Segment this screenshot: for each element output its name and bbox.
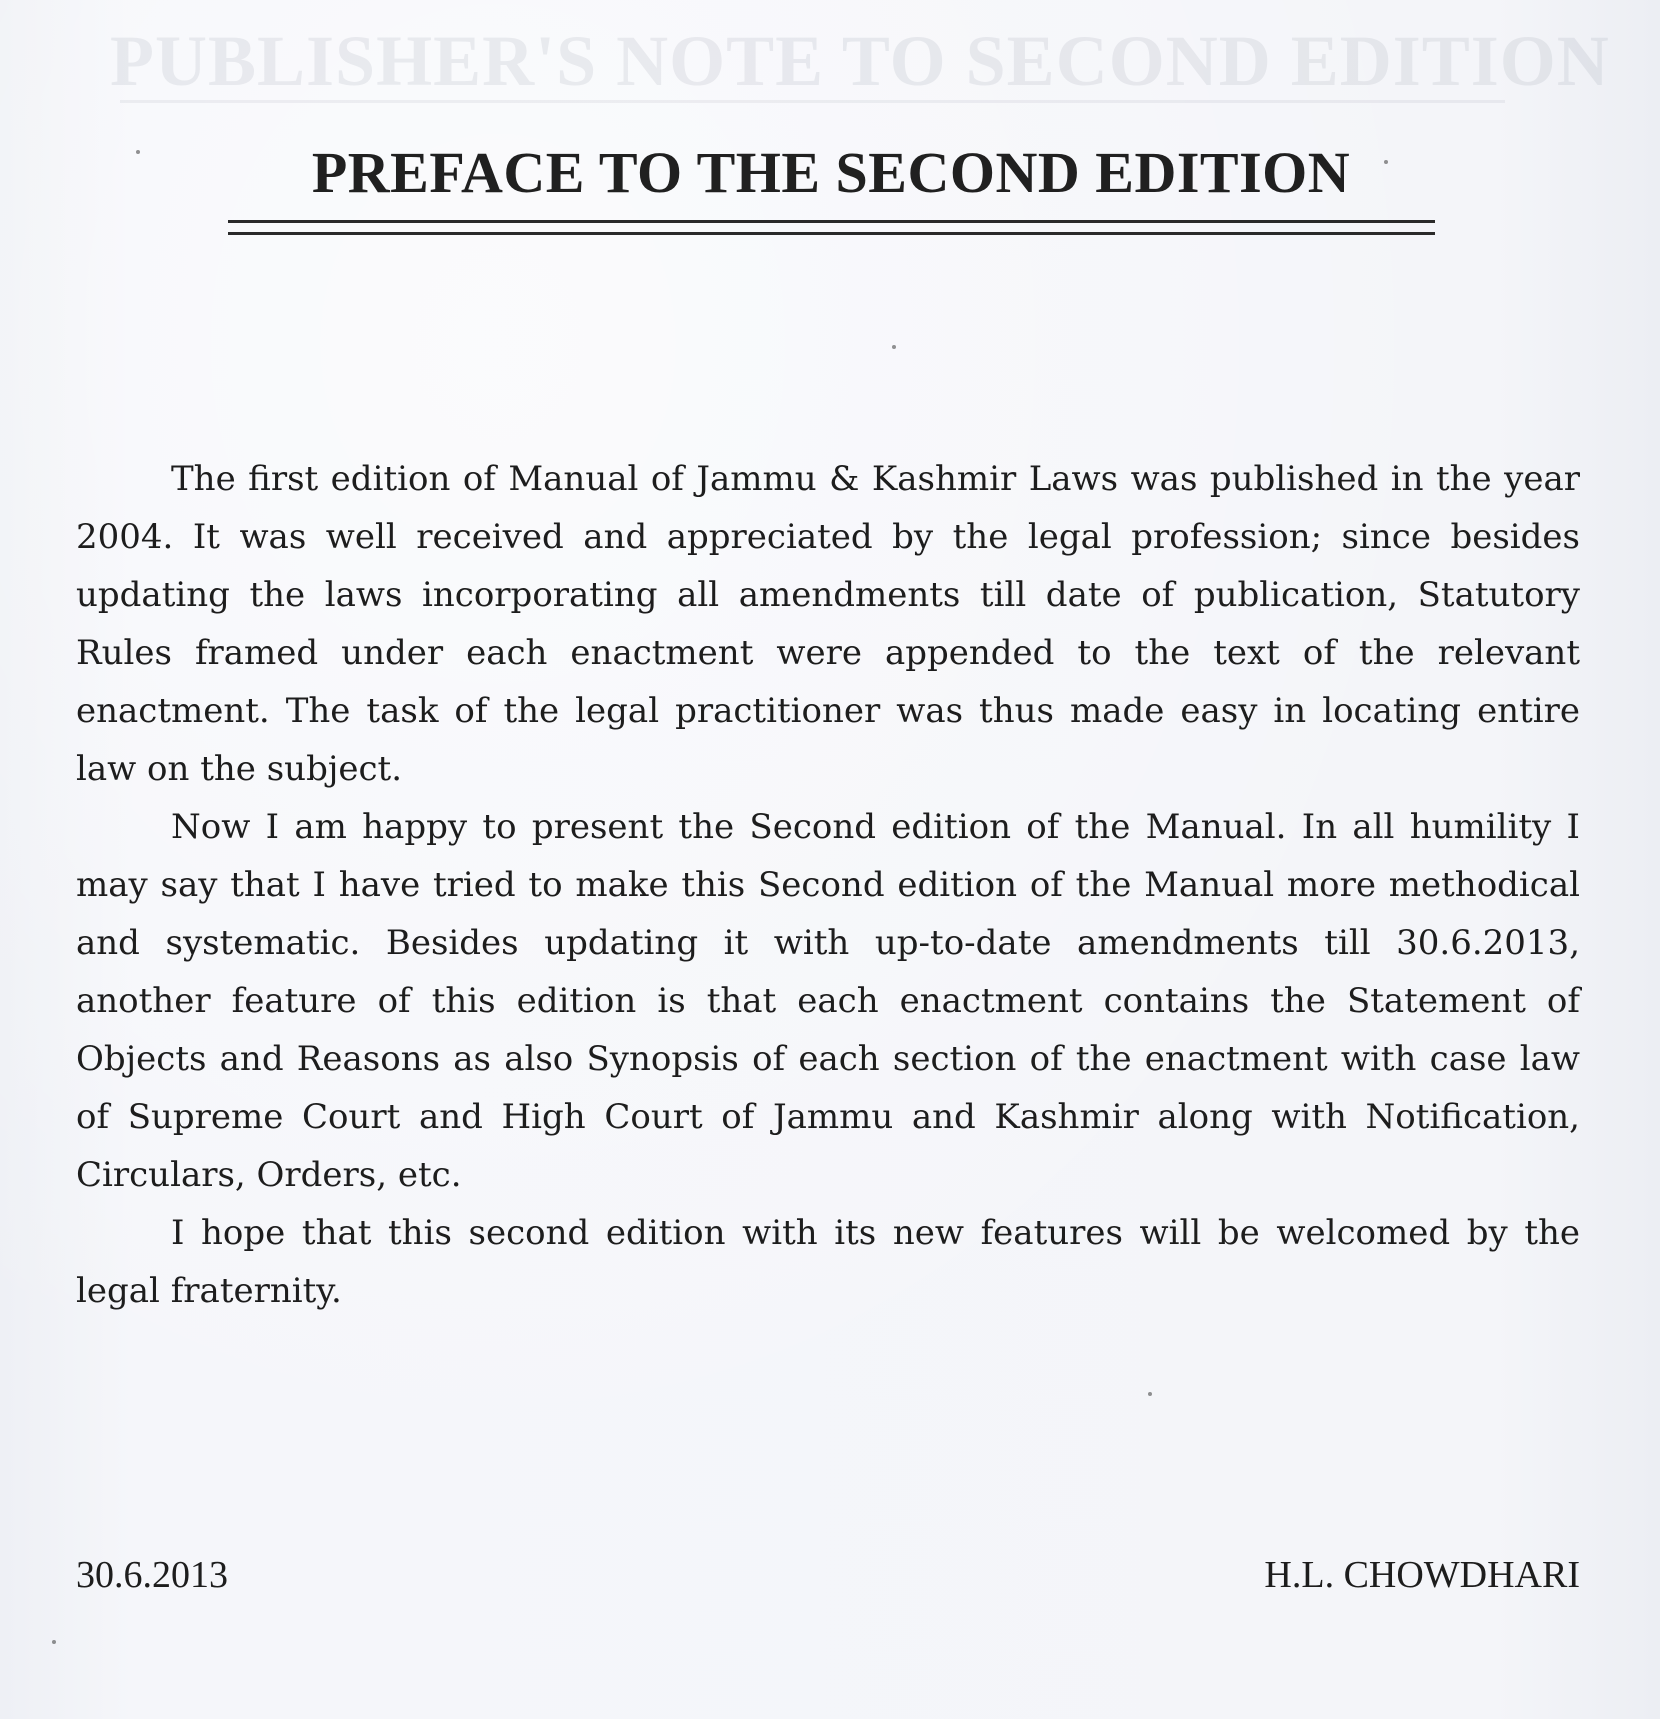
scan-speck: [892, 345, 896, 349]
bleed-through-title: PUBLISHER'S NOTE TO SECOND EDITION: [110, 21, 1610, 101]
paragraph-first-edition: The first edition of Manual of Jammu & Kashmir Laws was published in the year 2004. It was well received and appreciated by the legal profession; since besides updating the laws incorporating all amendments till date of publication, Statutory Rules framed under each enactment were appended to the text of the relevant enactment. The task of the legal practitioner was thus made easy in locating entire law on the subject.: [76, 459, 1580, 789]
scan-speck: [1148, 1392, 1152, 1396]
signature-date: 30.6.2013: [76, 1554, 228, 1596]
paragraph-second-edition: Now I am happy to present the Second edition of the Manual. In all humility I may say that I have tried to make this Second edition of the Manual more methodical and systematic. Besides updating it with up-to-date amendments till 30.6.2013, another feature of this edition is that each enactment contains the Statement of Objects and Reasons as also Synopsis of each section of the enactment with case law of Supreme Court and High Court of Jammu and Kashmir along with Notification, Circulars, Orders, etc.: [76, 807, 1580, 1195]
title-underline-top: [228, 220, 1435, 223]
bleed-through-rule: [120, 100, 1505, 103]
title-underline-bottom: [228, 232, 1435, 235]
paragraph-closing: I hope that this second edition with its new features will be welcomed by the legal fraternity.: [76, 1213, 1580, 1311]
scan-speck: [136, 150, 140, 154]
scan-speck: [1384, 160, 1388, 164]
page-title: PREFACE TO THE SECOND EDITION: [311, 140, 1351, 205]
scan-speck: [52, 1640, 56, 1644]
preface-body: [76, 450, 1580, 1320]
signature-author: H.L. CHOWDHARI: [1264, 1554, 1580, 1596]
